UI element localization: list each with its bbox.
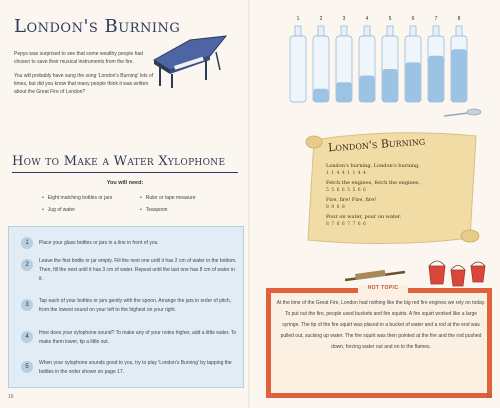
lyric-line: Pour on water, pour on water.: [326, 214, 402, 220]
hot-topic-label: HOT TOPIC: [358, 285, 408, 295]
note-numbers: 8 7 6 6 7 7 6 6: [326, 222, 367, 227]
bottle-water: [452, 49, 467, 102]
section-title: How to Make a Water Xylophone: [12, 154, 238, 173]
note-numbers: 8 8 8 8: [326, 205, 346, 210]
bottle-number: 5: [388, 16, 392, 22]
bottle-water: [406, 62, 421, 102]
step-text: Tap each of your bottles or jars gently with the spoon. Arrange the jars in order of pitch, from the lowest sound on your left to the highest on your right.: [39, 298, 232, 313]
step-number: 1: [21, 237, 33, 249]
bottle: [313, 26, 329, 102]
step-text: When your xylophone sounds good to you, try to play 'London's Burning' by tapping the bottles in the order shown on page 17.: [39, 360, 232, 375]
water-bottles-illustration: [286, 12, 476, 112]
bottle: [405, 26, 421, 102]
material-item: • Teaspoon: [140, 204, 196, 216]
steps-panel: [8, 226, 244, 388]
step-number: 5: [21, 361, 33, 373]
material-item: • Eight matching bottles or jars: [42, 192, 112, 204]
page-title: London's Burning: [14, 16, 181, 37]
page-number-right: 17: [486, 394, 492, 400]
scroll-title: London's Burning: [327, 134, 426, 155]
materials-list-right: [140, 192, 196, 216]
bottle-number: 3: [342, 16, 346, 22]
bottle: [336, 26, 352, 102]
bottle-water: [429, 56, 444, 102]
bottle: [428, 26, 444, 102]
intro-text: [14, 50, 154, 102]
intro-paragraph-1: Pepys was surprised to see that some wealthy people had chosen to save their musical instruments from the fire.: [14, 51, 143, 65]
right-page: [250, 0, 500, 408]
bottle: [290, 26, 306, 102]
bottle: [451, 26, 467, 102]
hot-topic-text: At the time of the Great Fire, London had nothing like the big red fire engines we rely on today. To put out the fire, people used buckets and fire squirts. A fire squirt worked like a large syringe. The tip of the fire squirt was placed in a bucket of water and a rod at the end was pulled out, sucking up water. The fire squirt was then pointed at the fire and the rod pushed down, forcing water out and on to the flames.: [276, 300, 486, 350]
bottle-number: 6: [411, 16, 415, 22]
song-lyrics: [326, 162, 476, 230]
bottle-number: 4: [365, 16, 369, 22]
bottle-number: 2: [319, 16, 323, 22]
step-text: Place your glass bottles or jars in a line in front of you.: [39, 240, 159, 246]
intro-paragraph-2: You will probably have sung the song 'London's Burning' lots of times, but did you know that many people think it was written about the Great Fire of London?: [14, 73, 154, 95]
material-item: • Ruler or tape measure: [140, 192, 196, 204]
note-numbers: 5 5 6 6 5 5 6 6: [326, 188, 367, 193]
harpsichord-illustration: [150, 30, 230, 90]
lyric-line: Fire, fire! Fire, fire!: [326, 197, 377, 203]
bottle-water: [360, 76, 375, 102]
bottle-water: [314, 89, 329, 102]
teaspoon-illustration: [442, 108, 482, 120]
you-will-need-heading: You will need:: [106, 180, 144, 186]
bottle-number: 7: [434, 16, 438, 22]
bottle-number: 1: [296, 16, 300, 22]
page-number-left: 16: [8, 394, 14, 400]
bottle: [359, 26, 375, 102]
bottle-water: [337, 82, 352, 102]
note-numbers: 1 1 4 4 1 1 4 4: [326, 171, 367, 176]
materials-list-left: [42, 192, 112, 216]
lyric-line: Fetch the engines, fetch the engines,: [326, 180, 420, 186]
lyric-line: London's burning, London's burning,: [326, 163, 420, 169]
step-number: 2: [21, 259, 33, 271]
step-text: How does your xylophone sound? To make any of your notes higher, add a little water. To make them lower, tip a little out.: [39, 330, 237, 345]
bottle-water: [383, 69, 398, 102]
bottle-number: 8: [457, 16, 461, 22]
bottle: [382, 26, 398, 102]
step-text: Leave the first bottle or jar empty. Fill the next one until it has 2 cm of water in the bottom. Then, fill the next until it has 3 cm of water. Repeat until the last one has 8 cm of water in it.: [39, 258, 237, 282]
material-item: • Jug of water: [42, 204, 112, 216]
step-number: 4: [21, 331, 33, 343]
step-number: 3: [21, 299, 33, 311]
